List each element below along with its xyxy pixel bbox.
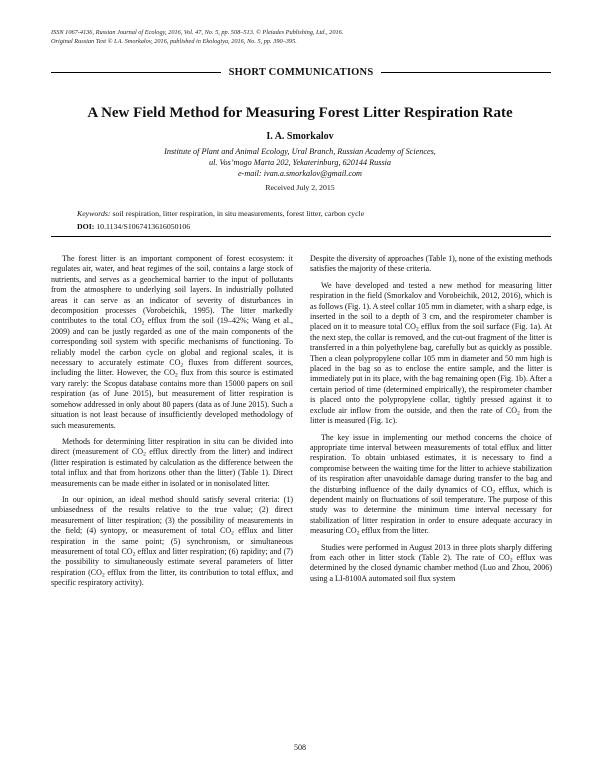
doi-label: DOI: [77,222,95,231]
doi-link[interactable]: 10.1134/S1067413616050106 [96,222,191,231]
section-label: SHORT COMMUNICATIONS [228,66,374,78]
affiliation-line-1: Institute of Plant and Animal Ecology, Ural Branch, Russian Academy of Sciences, [164,147,436,156]
left-column [51,254,293,589]
keywords [77,209,557,218]
right-column [310,254,552,584]
right-paragraph-2: We have developed and tested a new method for measuring litter respiration in the field (Smorkalov and Vorobeichik, 2012, 2016), which is as follows (Fig. 1). A steel collar 105 mm in diameter, with a sharp edge, is inserted in the soil to a depth of 3 cm, and the respirometer chamber is placed on it to measure total $CO_2$ efflux from the soil surface (Fig. 1a). At the next step, the collar is removed, and the cut-out fragment of the litter is transferred in a thin polyethylene bag, carefully but as quickly as possible. Then a clean polypropylene collar 105 mm in diameter and 50 mm high is placed in the bag so as to enclose the entire sample, and the litter is immediately put in its place, with the bag remaining open (Fig. 1b). After a certain period of time (determined empirically), the respirometer chamber is placed onto the polypropylene collar, tightly pressed against it to exclude air inflow from the outside, and then the rate of $CO_2$ from the litter is measured (Fig. 1c). [310,280,552,426]
header-line-1: ISSN 1067-4136, Russian Journal of Ecology, 2016, Vol. 47, No. 5, pp. 508–513. © Pleiades Publishing, Ltd., 2016. [51,29,344,36]
article-title: A New Field Method for Measuring Forest Litter Respiration Rate [87,105,513,121]
affiliation-line-2: ul. Vos’mogo Marta 202, Yekaterinburg, 620144 Russia [208,158,392,167]
page-number: 508 [294,743,306,752]
affiliation [100,146,500,179]
left-paragraph-1: The forest litter is an important component of forest ecosystem: it regulates air, water, and heat regimes of the soil, contains a large stock of nutrients, and serves as a geochemical barrier to the input of pollutants from the atmosphere to underlying soil layers. In industrially polluted areas it can serve as an indicator of severity of disturbances in decomposition processes (Vorobeichik, 1995). The litter markedly contributes to the total $CO_2$ efflux from the soil (19–42%; Wang et al., 2009) and can be justly regarded as one of the main components of the corresponding soil system with specific mechanisms of functioning. To reliably model the carbon cycle on global and regional scales, it is necessary to accurately estimate $CO_2$ fluxes from different sources, including the litter. However, the $CO_2$ flux from this source is estimated vary rarely: the Scopus database contains more than 15000 papers on soil respiration (as of June 2015), but measurement of litter respiration is somehow addressed in only about 80 papers (data as of June 2015). Such a situation is not least because of insufficiently developed methodology of such measurements. [51,254,294,430]
section-rule-right [381,72,551,73]
right-paragraph-3: The key issue in implementing our method concerns the choice of appropriate time interval between measurements of total efflux and litter respiration. To obtain unbiased estimates, it is necessary to find a compromise between the waiting time for the litter to achieve stabilization of its respiration after unavoidable damage during transfer to the bag and the disturbing influence of the daily dynamics of $CO_2$ efflux, which is dependent mainly on fluctuations of soil temperature. The purpose of this study was to determine the minimum time interval necessary for stabilization of litter respiration in order to ensure adequate accuracy in measuring $CO_2$ efflux from the litter. [310,432,552,537]
author-name: I. A. Smorkalov [266,131,334,142]
journal-header [51,29,551,46]
doi [77,222,190,231]
received-date: Received July 2, 2015 [265,183,335,192]
section-heading [51,65,551,79]
section-rule-left [51,72,221,73]
left-paragraph-3: In our opinion, an ideal method should satisfy several criteria: (1) unbiasedness of the results relative to the true value; (2) direct measurement of litter respiration; (3) the possibility of measurements in the field; (4) syntopy, or measurement of total $CO_2$ efflux and litter respiration in the same point; (5) synchronism, or simultaneous measurement of total $CO_2$ efflux and litter respiration; (6) rapidity; and (7) the possibility to simultaneously estimate several parameters of litter respiration ($CO_2$ efflux from the litter, its contribution to total efflux, and specific respiratory activity). [51,494,293,588]
keywords-text: soil respiration, litter respiration, in situ measurements, forest litter, carbon cycle [112,209,365,218]
affiliation-email: e-mail: ivan.a.smorkalov@gmail.com [238,169,362,178]
right-paragraph-4: Studies were performed in August 2013 in three plots sharply differing from each other in litter stock (Table 2). The rate of $CO_2$ efflux was determined by the closed dynamic chamber method (Luo and Zhou, 2006) using a LI-8100A automated soil flux system [310,542,553,583]
keywords-label: Keywords: [77,209,111,218]
left-paragraph-2: Methods for determining litter respiration in situ can be divided into direct (measurement of $CO_2$ efflux directly from the litter) and indirect (litter respiration is estimated by calculation as the difference between the total influx and that from horizons other than the litter) (Table 1). Direct measurements can be made either in isolated or in nonisolated litter. [51,436,293,488]
header-divider [51,236,551,237]
header-line-2: Original Russian Text © I.A. Smorkalov, 2016, published in Ekologiya, 2016, No. 5, pp. 390–395. [51,37,297,45]
right-paragraph-1: Despite the diversity of approaches (Table 1), none of the existing methods satisfies the majority of these criteria. [310,254,552,274]
